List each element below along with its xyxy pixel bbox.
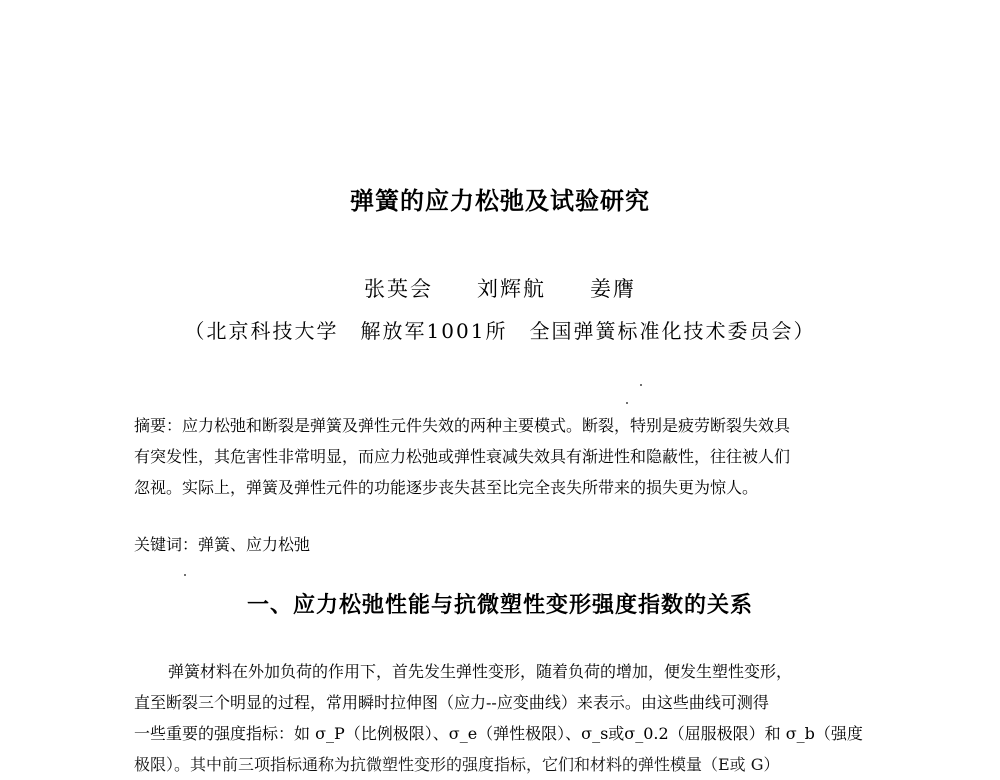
scan-speck (184, 574, 186, 576)
body-line: 极限）。其中前三项指标通称为抗微塑性变形的强度指标，它们和材料的弹性模量（E或 G） (134, 755, 780, 774)
abstract (134, 410, 860, 503)
abstract-line: 有突发性，其危害性非常明显，而应力松弛或弹性衰减失效具有渐进性和隐蔽性，往往被人们 (134, 447, 791, 466)
abstract-line: 摘要：应力松弛和断裂是弹簧及弹性元件失效的两种主要模式。断裂，特别是疲劳断裂失效具 (134, 416, 791, 435)
section-heading: 一、应力松弛性能与抗微塑性变形强度指数的关系 (246, 593, 753, 618)
body-line: 弹簧材料在外加负荷的作用下，首先发生弹性变形，随着负荷的增加，便发生塑性变形， (168, 662, 793, 681)
abstract-line: 忽视。实际上，弹簧及弹性元件的功能逐步丧失甚至比完全丧失所带来的损失更为惊人。 (134, 478, 759, 497)
author-list (0, 272, 1000, 306)
keywords: 关键词：弹簧、应力松弛 (134, 535, 311, 554)
body-paragraph (134, 656, 863, 774)
body-line: 一些重要的强度指标：如 σ_P（比例极限）、σ_e（弹性极限）、σ_s或σ_0.2（屈服极限）和 σ_b（强度 (134, 724, 863, 743)
scan-speck (626, 402, 628, 404)
author-name: 刘辉航 (477, 277, 546, 301)
paper-title: 弹簧的应力松弛及试验研究 (350, 187, 650, 215)
author-affiliation: （北京科技大学 解放军1001所 全国弹簧标准化技术委员会） (184, 319, 816, 343)
author-name: 张英会 (364, 277, 433, 301)
body-line: 直至断裂三个明显的过程，常用瞬时拉伸图（应力--应变曲线）来表示。由这些曲线可测得 (134, 693, 769, 712)
author-name: 姜膺 (590, 277, 636, 301)
scan-speck (640, 384, 642, 386)
